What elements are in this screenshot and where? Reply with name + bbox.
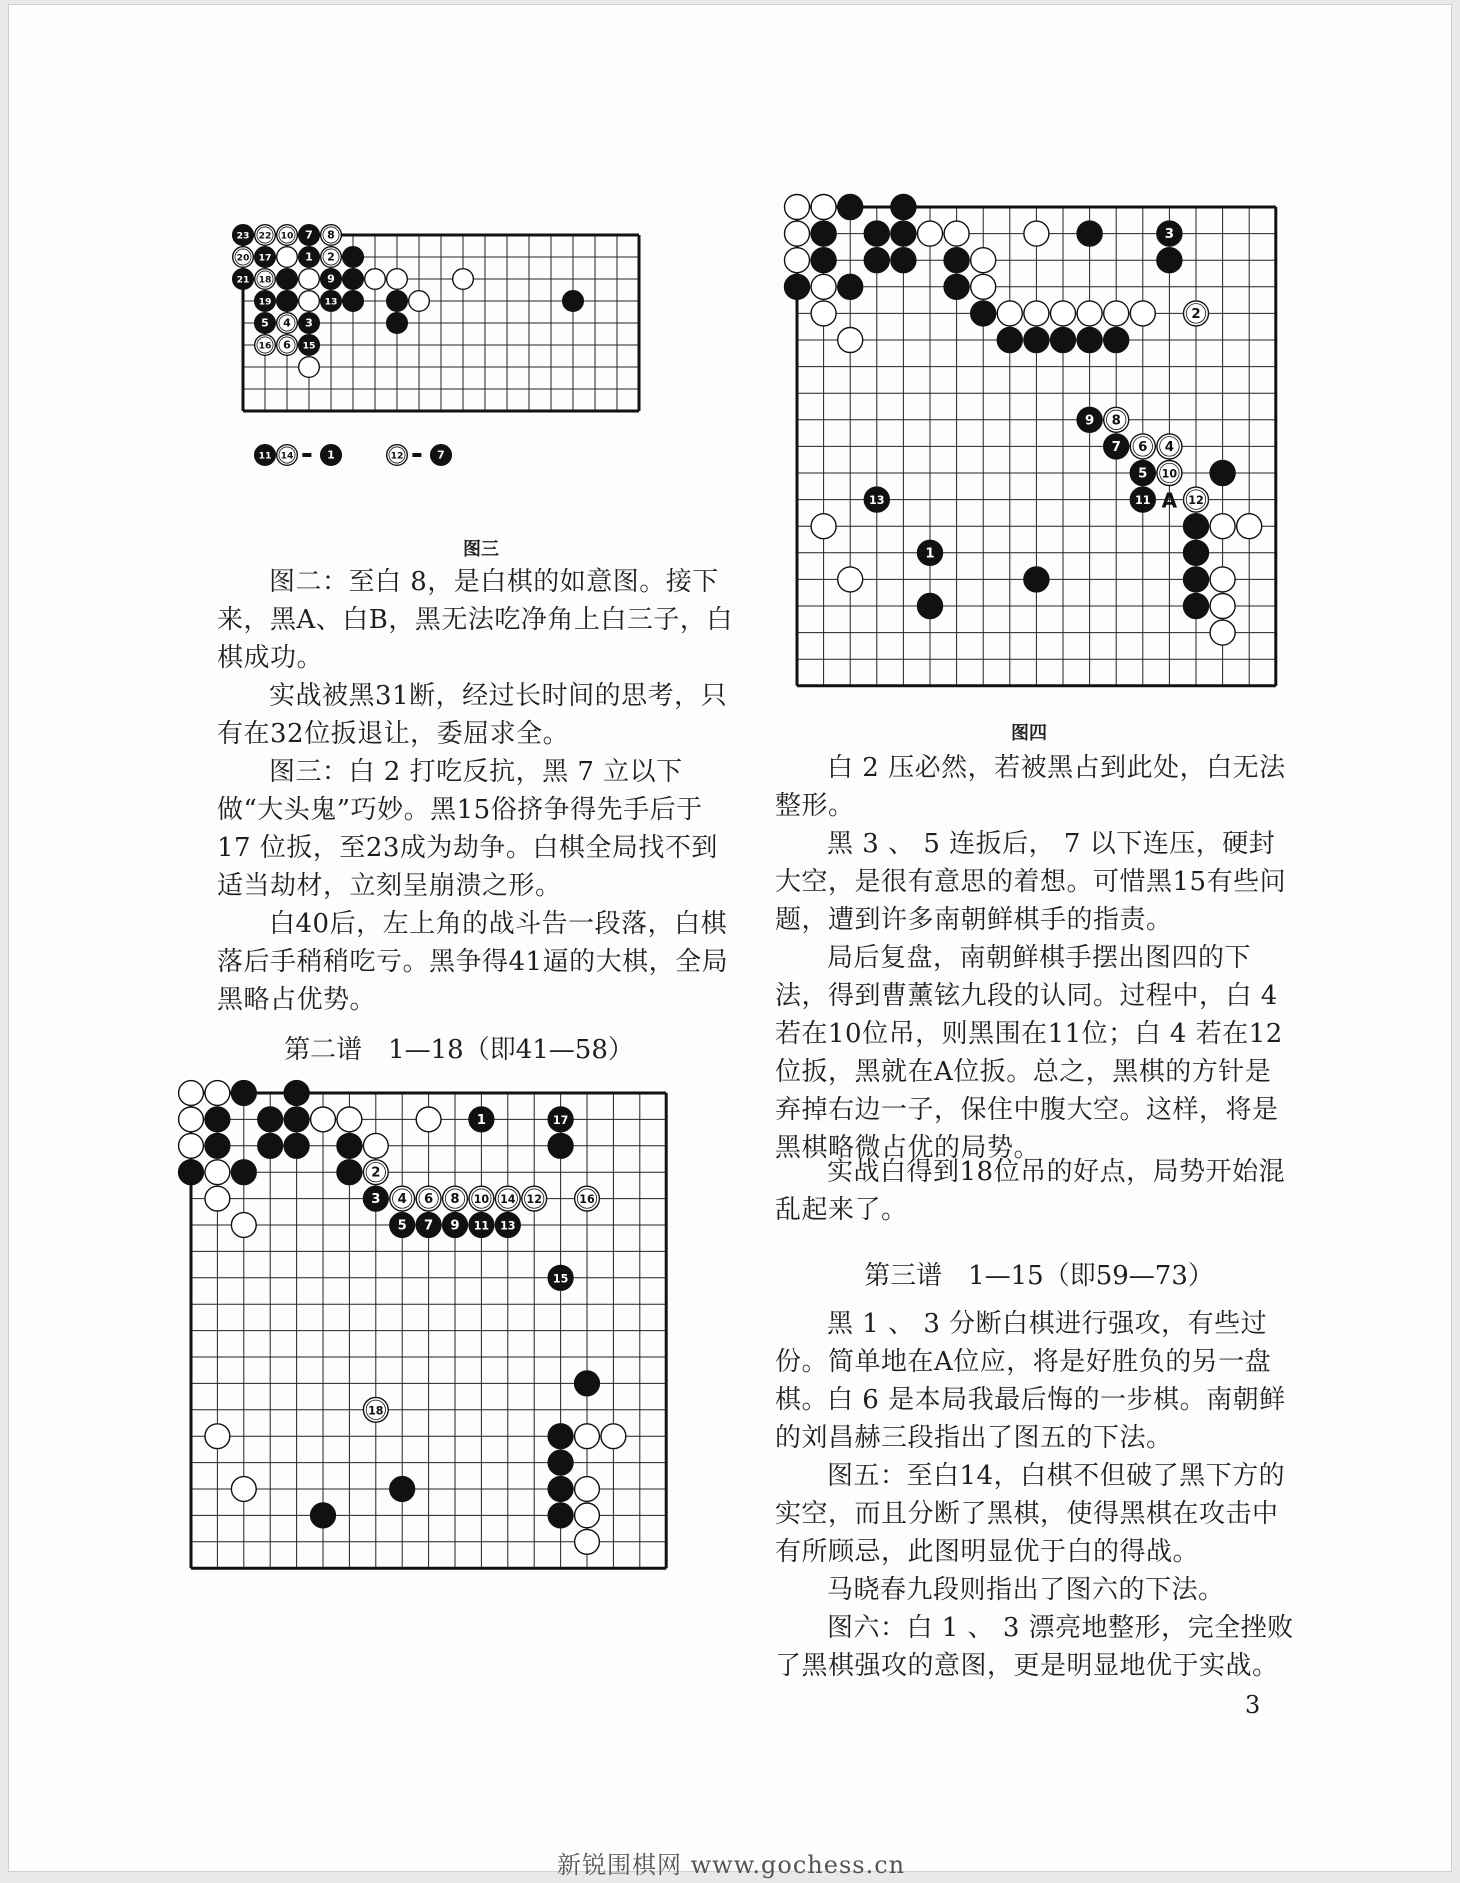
black-stone [1050, 327, 1075, 352]
black-stone [917, 593, 942, 618]
white-stone [1210, 593, 1235, 618]
move-number: 21 [236, 274, 250, 286]
move-number: 4 [397, 1192, 407, 1208]
white-stone [299, 291, 320, 312]
white-stone [453, 269, 474, 290]
move-number: 2 [1191, 306, 1201, 322]
move-number: 9 [327, 272, 335, 286]
go-diagram-section-2 [185, 1087, 755, 1657]
diagram-4-caption: 图四 [1011, 723, 1047, 744]
paragraph: 局后复盘，南朝鲜棋手摆出图四的下法，得到曹薰铉九段的认同。过程中，白 4 若在10位吊，则黑围在11位；白 4 若在12位扳，黑就在A位扳。总之，黑棋的方针是弃掉右边一子，保住中腹大空。这样，将是黑棋略微占优的局势。 [775, 943, 1283, 1163]
move-number: 3 [305, 316, 313, 330]
white-stone [365, 269, 386, 290]
move-number: 19 [258, 296, 272, 308]
white-stone [784, 194, 809, 219]
white-stone [838, 567, 863, 592]
white-stone [811, 514, 836, 539]
move-number: 16 [258, 340, 272, 352]
black-stone [944, 248, 969, 273]
paragraph: 实战被黑31断，经过长时间的思考，只有在32位扳退让，委屈求全。 [217, 681, 728, 749]
book-page [8, 4, 1452, 1879]
white-stone [1210, 514, 1235, 539]
move-number: 13 [500, 1219, 516, 1233]
black-stone [548, 1477, 573, 1502]
move-number: 11 [473, 1219, 490, 1233]
black-stone [891, 194, 916, 219]
black-stone [1210, 460, 1235, 485]
move-number: 1 [305, 250, 313, 264]
white-stone [277, 247, 298, 268]
black-stone [343, 247, 364, 268]
black-stone [944, 274, 969, 299]
move-number: 9 [450, 1218, 460, 1234]
black-stone [891, 248, 916, 273]
black-stone [811, 248, 836, 273]
white-stone [179, 1107, 204, 1132]
move-number: 10 [473, 1193, 490, 1207]
black-stone [205, 1107, 230, 1132]
white-stone [784, 248, 809, 273]
move-number: 15 [302, 340, 316, 352]
move-number: 5 [397, 1218, 407, 1234]
black-stone [1077, 327, 1102, 352]
move-number: 6 [424, 1192, 434, 1208]
diagram-3-caption: 图三 [463, 539, 499, 560]
move-number: 6 [1138, 439, 1148, 455]
move-number: 7 [424, 1218, 434, 1234]
paragraph: 图五：至白14，白棋不但破了黑下方的实空，而且分断了黑棋，使得黑棋在攻击中有所顾忌，此图明显优于白的得战。 [775, 1461, 1286, 1567]
black-stone [231, 1081, 256, 1106]
black-stone [575, 1371, 600, 1396]
move-number: 23 [236, 230, 250, 242]
move-number: 14 [500, 1193, 516, 1207]
black-stone [258, 1107, 283, 1132]
section-3-title: 第三谱 1—15（即59—73） [864, 1261, 1214, 1291]
move-number: 13 [869, 494, 885, 508]
black-stone [1024, 327, 1049, 352]
black-stone [1183, 593, 1208, 618]
white-stone [205, 1424, 230, 1449]
white-stone [971, 248, 996, 273]
move-number: 8 [450, 1192, 460, 1208]
move-number: 11 [258, 450, 272, 462]
black-stone [337, 1160, 362, 1185]
white-stone [416, 1107, 441, 1132]
black-stone [311, 1503, 336, 1528]
paragraph: 黑 3 、 5 连扳后， 7 以下连压，硬封大空，是很有意思的着想。可惜黑15有些问题，遭到许多南朝鲜棋手的指责。 [775, 829, 1287, 935]
move-number: 1 [327, 448, 335, 462]
white-stone [838, 327, 863, 352]
move-number: 4 [1164, 439, 1175, 455]
white-stone [1050, 301, 1075, 326]
black-stone [1077, 221, 1102, 246]
move-number: 13 [324, 296, 338, 308]
white-stone [1237, 514, 1262, 539]
white-stone [944, 221, 969, 246]
move-number: 16 [579, 1193, 595, 1207]
move-number: 7 [1111, 439, 1121, 455]
black-stone [548, 1133, 573, 1158]
black-stone [277, 291, 298, 312]
black-stone [179, 1160, 204, 1185]
black-stone [548, 1450, 573, 1475]
white-stone [811, 194, 836, 219]
white-stone [179, 1081, 204, 1106]
white-stone [1130, 301, 1155, 326]
white-stone [205, 1081, 230, 1106]
move-number: 12 [526, 1193, 542, 1207]
move-number: 4 [283, 316, 291, 330]
black-stone [838, 194, 863, 219]
move-number: 12 [390, 450, 404, 462]
black-stone [891, 221, 916, 246]
white-stone [811, 301, 836, 326]
black-stone [997, 327, 1022, 352]
white-stone [299, 357, 320, 378]
move-number: 5 [1138, 466, 1148, 482]
white-stone [337, 1107, 362, 1132]
move-number: 11 [1135, 494, 1151, 508]
white-stone [1024, 221, 1049, 246]
black-stone [390, 1477, 415, 1502]
black-stone [864, 221, 889, 246]
paragraph: 白 2 压必然，若被黑占到此处，白无法整形。 [775, 753, 1286, 821]
paragraph: 黑 1 、 3 分断白棋进行强攻，有些过份。简单地在A位应，将是好胜负的另一盘棋。 [775, 1309, 1272, 1415]
white-stone [784, 221, 809, 246]
move-number: 8 [1111, 413, 1121, 429]
black-stone [284, 1107, 309, 1132]
dash [302, 453, 311, 457]
white-stone [299, 269, 320, 290]
watermark: 新锐围棋网 www.gochess.cn [557, 1851, 906, 1879]
move-number: 9 [1084, 413, 1095, 429]
white-stone [1024, 301, 1049, 326]
go-diagram-3 [231, 223, 731, 503]
black-stone [1183, 540, 1208, 565]
paragraph: 图三：白 2 打吃反抗，黑 7 立以下做“大头鬼”巧妙。黑15俗挤争得先手后于 17 位扳，至23成为劫争。白棋全局找不到适当劫材，立刻呈崩溃之形。 [217, 757, 718, 901]
move-number: 18 [258, 274, 272, 286]
white-stone [917, 221, 942, 246]
white-stone [575, 1503, 600, 1528]
go-diagram-4 [791, 201, 1281, 691]
black-stone [284, 1081, 309, 1106]
black-stone [343, 291, 364, 312]
black-stone [548, 1424, 573, 1449]
move-number: 1 [476, 1112, 486, 1128]
white-stone [179, 1133, 204, 1158]
move-number: 10 [280, 230, 294, 242]
black-stone [343, 269, 364, 290]
move-number: 17 [258, 252, 272, 264]
move-number: 6 [283, 338, 291, 352]
move-number: 15 [552, 1272, 569, 1286]
black-stone [387, 313, 408, 334]
white-stone [575, 1529, 600, 1554]
white-stone [205, 1186, 230, 1211]
white-stone [1077, 301, 1102, 326]
black-stone [231, 1160, 256, 1185]
black-stone [784, 274, 809, 299]
paragraph: 实战白得到18位吊的好点，局势开始混乱起来了。 [775, 1157, 1286, 1225]
white-stone [311, 1107, 336, 1132]
black-stone [258, 1133, 283, 1158]
white-stone [575, 1477, 600, 1502]
white-stone [1210, 567, 1235, 592]
black-stone [1104, 327, 1129, 352]
move-number: 17 [552, 1113, 569, 1127]
black-stone [563, 291, 584, 312]
move-number: 14 [280, 450, 294, 462]
move-number: 22 [258, 230, 272, 242]
move-number: 12 [1188, 494, 1204, 508]
white-stone [811, 274, 836, 299]
black-stone [864, 248, 889, 273]
move-number: 5 [261, 316, 269, 330]
white-stone [409, 291, 430, 312]
move-number: 2 [327, 250, 335, 264]
white-stone [997, 301, 1022, 326]
move-number: 18 [368, 1404, 384, 1418]
white-stone [387, 269, 408, 290]
white-stone [1210, 620, 1235, 645]
paragraph: 白40后，左上角的战斗告一段落，白棋落后手稍稍吃亏。黑争得41逼的大棋，全局黑略占优势。 [217, 909, 729, 1015]
move-number: 10 [1161, 467, 1178, 481]
paragraph: 马晓春九段则指出了图六的下法。 [827, 1575, 1225, 1605]
move-number: 7 [437, 448, 445, 462]
white-stone [1104, 301, 1129, 326]
move-number: 8 [327, 228, 335, 242]
move-number: 7 [305, 228, 313, 242]
page-number: 3 [1245, 1691, 1261, 1719]
white-stone [575, 1424, 600, 1449]
black-stone [277, 269, 298, 290]
move-number: 3 [1164, 227, 1175, 243]
black-stone [1183, 514, 1208, 539]
section-2-title: 第二谱 1—18（即41—58） [284, 1035, 634, 1065]
black-stone [1157, 248, 1182, 273]
paragraph: 白 6 是本局我最后悔的一步棋。南朝鲜的刘昌赫三段指出了图五的下法。 [775, 1385, 1286, 1453]
black-stone [387, 291, 408, 312]
black-stone [337, 1133, 362, 1158]
black-stone [205, 1133, 230, 1158]
black-stone [284, 1133, 309, 1158]
white-stone [205, 1160, 230, 1185]
black-stone [971, 301, 996, 326]
white-stone [601, 1424, 626, 1449]
black-stone [548, 1503, 573, 1528]
paragraph: 图二：至白 8，是白棋的如意图。接下来，黑A、白B，黑无法吃净角上白三子，白棋成功。 [217, 567, 733, 673]
dash [412, 453, 421, 457]
black-stone [1183, 567, 1208, 592]
point-label-A: A [1161, 488, 1178, 513]
move-number: 3 [371, 1192, 381, 1208]
white-stone [971, 274, 996, 299]
move-number: 1 [925, 546, 935, 562]
white-stone [231, 1477, 256, 1502]
paragraph: 图六：白 1 、 3 漂亮地整形，完全挫败了黑棋强攻的意图，更是明显地优于实战。 [775, 1613, 1294, 1681]
white-stone [363, 1133, 388, 1158]
black-stone [838, 274, 863, 299]
move-number: 2 [371, 1165, 381, 1181]
white-stone [231, 1213, 256, 1238]
black-stone [811, 221, 836, 246]
move-number: 20 [236, 252, 250, 264]
black-stone [1024, 567, 1049, 592]
